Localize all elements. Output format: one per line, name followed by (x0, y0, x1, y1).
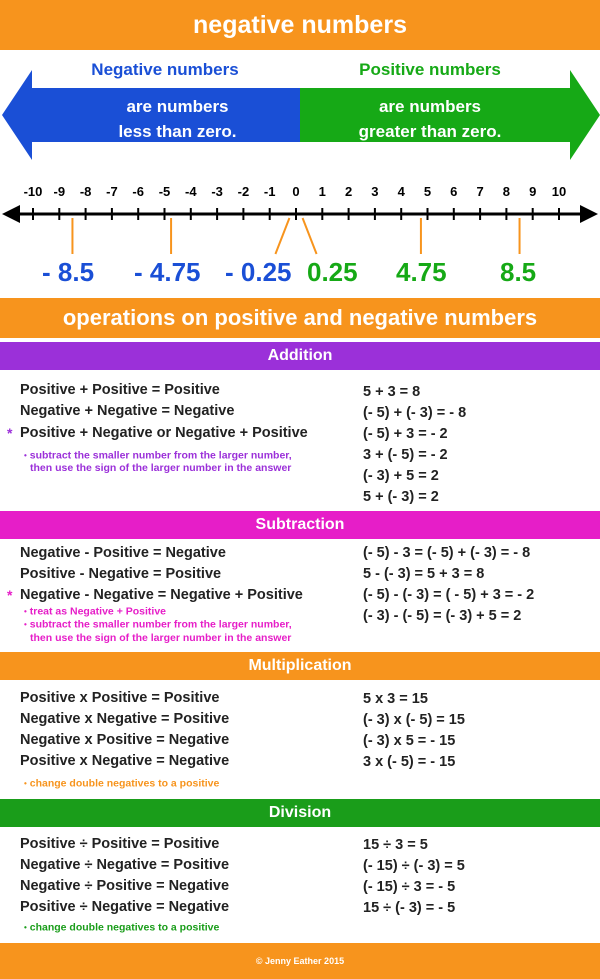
number-line-right-arrowhead (580, 205, 598, 223)
tick-label: 1 (318, 184, 326, 199)
page-title: negative numbers (0, 0, 600, 50)
subtraction-note-text-2: subtract the smaller number from the larger number, (29, 618, 292, 631)
tick-label: 0 (292, 184, 300, 199)
tick-label: -7 (106, 184, 118, 199)
tick-label: 3 (371, 184, 379, 199)
subtraction-note-text-1: treat as Negative + Positive (29, 605, 167, 618)
tick-label: -4 (185, 184, 197, 199)
multiplication-example-1: 5 x 3 = 15 (363, 691, 428, 707)
tick-label: 8 (502, 184, 511, 199)
pointer-group (72, 218, 519, 254)
addition-note-line-2: then use the sign of the larger number in the answer (30, 462, 292, 475)
negative-desc-line-2: less than zero. (118, 122, 237, 141)
subtraction-example-3: (- 5) - (- 3) = ( - 5) + 3 = - 2 (363, 587, 535, 603)
division-example-1: 15 ÷ 3 = 5 (363, 837, 428, 853)
positive-numbers-title: Positive numbers (359, 60, 501, 79)
multiplication-rule-4: Positive x Negative = Negative (20, 753, 230, 769)
division-example-2: (- 15) ÷ (- 3) = 5 (363, 858, 465, 874)
multiplication-rule-3: Negative x Positive = Negative (20, 732, 230, 748)
value-pointer-line (303, 218, 317, 254)
addition-example-1: 5 + 3 = 8 (363, 384, 421, 400)
tick-label: 10 (551, 184, 567, 199)
division-rule-3: Negative ÷ Positive = Negative (20, 878, 230, 894)
subtraction-example-1: (- 5) - 3 = (- 5) + (- 3) = - 8 (363, 545, 531, 561)
division-example-4: 15 ÷ (- 3) = - 5 (363, 900, 456, 916)
multiplication-note-text: change double negatives to a positive (29, 777, 220, 790)
tick-label: -10 (23, 184, 43, 199)
addition-example-3: (- 5) + 3 = - 2 (363, 426, 448, 442)
value-pointer-line (275, 218, 289, 254)
division-example-3: (- 15) ÷ 3 = - 5 (363, 879, 456, 895)
subtraction-note-line-3: then use the sign of the larger number in the answer (30, 631, 292, 644)
tick-label: 9 (529, 184, 537, 199)
division-heading: Division (0, 799, 600, 827)
positive-description (305, 94, 555, 144)
division-rule-4: Positive ÷ Negative = Negative (20, 899, 230, 915)
negative-numbers-title: Negative numbers (91, 60, 239, 79)
subtraction-example-4: (- 3) - (- 5) = (- 3) + 5 = 2 (363, 608, 522, 624)
tick-label: 4 (397, 184, 405, 199)
value-neg-0-25: - 0.25 (225, 257, 292, 287)
division-rule-1: Positive ÷ Positive = Positive (20, 836, 220, 852)
division-note-text: change double negatives to a positive (29, 921, 220, 934)
division-note: • change double negatives to a positive (24, 921, 220, 934)
negative-description (60, 94, 295, 144)
operations-title: operations on positive and negative numbers (0, 298, 600, 338)
positive-desc-line-2: greater than zero. (358, 122, 502, 141)
number-line (0, 178, 600, 258)
subtraction-heading: Subtraction (0, 511, 600, 539)
subtraction-example-2: 5 - (- 3) = 5 + 3 = 8 (363, 566, 485, 582)
positive-desc-line-1: are numbers (378, 97, 482, 116)
subtraction-rule-3: Negative - Negative = Negative + Positive (20, 587, 303, 603)
tick-label: -3 (211, 184, 223, 199)
multiplication-rule-1: Positive x Positive = Positive (20, 690, 220, 706)
tick-label: -8 (79, 184, 92, 199)
tick-label: -9 (53, 184, 66, 199)
tick-label: -1 (263, 184, 276, 199)
subtraction-note (24, 605, 292, 645)
subtraction-star: * (7, 587, 13, 603)
addition-note-text-1: subtract the smaller number from the larger number, (29, 449, 292, 462)
division-rule-2: Negative ÷ Negative = Positive (20, 857, 230, 873)
multiplication-example-4: 3 x (- 5) = - 15 (363, 754, 456, 770)
subtraction-rule-2: Positive - Negative = Positive (20, 566, 222, 582)
value-pos-4-75: 4.75 (396, 257, 447, 287)
addition-heading: Addition (0, 342, 600, 370)
multiplication-rule-2: Negative x Negative = Positive (20, 711, 230, 727)
number-line-left-arrowhead (2, 205, 20, 223)
value-pos-8-5: 8.5 (500, 257, 537, 287)
multiplication-heading: Multiplication (0, 652, 600, 680)
addition-example-2: (- 5) + (- 3) = - 8 (363, 405, 467, 421)
tick-label: -5 (158, 184, 171, 199)
addition-example-4: 3 + (- 5) = - 2 (363, 447, 448, 463)
tick-label: 5 (423, 184, 432, 199)
addition-note-line-1: • subtract the smaller number from the larger number, (24, 449, 292, 462)
multiplication-example-3: (- 3) x 5 = - 15 (363, 733, 456, 749)
copyright-footer: © Jenny Eather 2015 (0, 943, 600, 979)
subtraction-note-line-2: • subtract the smaller number from the larger number, (24, 618, 292, 631)
value-neg-8-5: - 8.5 (42, 257, 95, 287)
subtraction-note-line-1: • treat as Negative + Positive (24, 605, 167, 618)
multiplication-note: • change double negatives to a positive (24, 777, 220, 790)
addition-rule-1: Positive + Positive = Positive (20, 382, 220, 398)
multiplication-example-2: (- 3) x (- 5) = 15 (363, 712, 465, 728)
addition-rule-3: Positive + Negative or Negative + Positive (20, 425, 308, 441)
tick-label: -6 (132, 184, 144, 199)
addition-rule-2: Negative + Negative = Negative (20, 403, 235, 419)
tick-label: 2 (344, 184, 353, 199)
negative-desc-line-1: are numbers (126, 97, 229, 116)
value-neg-4-75: - 4.75 (134, 257, 201, 287)
subtraction-rule-1: Negative - Positive = Negative (20, 545, 226, 561)
tick-label: 6 (450, 184, 458, 199)
addition-star: * (7, 425, 13, 441)
value-pos-0-25: 0.25 (307, 257, 358, 287)
addition-example-5: (- 3) + 5 = 2 (363, 468, 439, 484)
addition-example-6: 5 + (- 3) = 2 (363, 489, 439, 505)
tick-label: -2 (237, 184, 250, 199)
addition-note (24, 449, 292, 475)
tick-label: 7 (476, 184, 484, 199)
